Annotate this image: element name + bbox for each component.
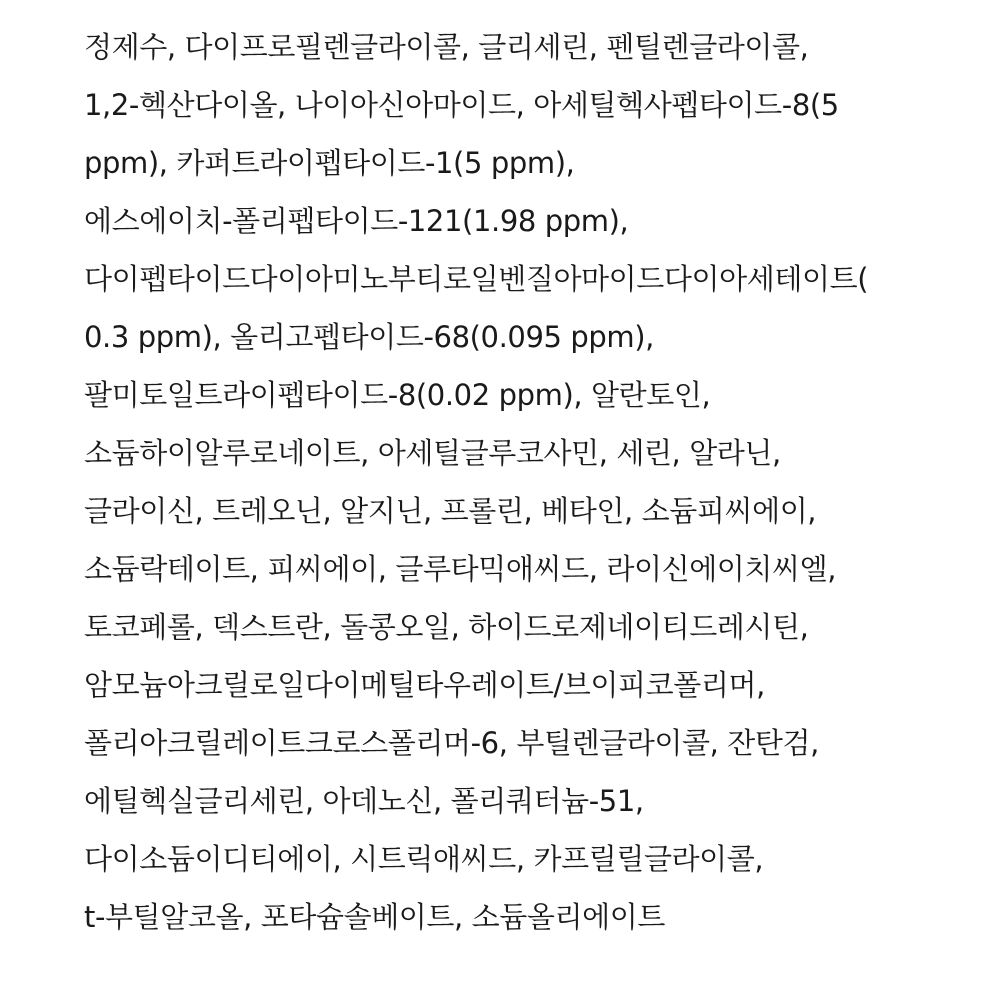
- ingredient-line: 다이펩타이드다이아미노부티로일벤질아마이드다이아세테이트(: [84, 262, 869, 296]
- ingredient-line: 다이소듐이디티에이, 시트릭애씨드, 카프릴릴글라이콜,: [84, 842, 764, 876]
- ingredient-line: ppm), 카퍼트라이펩타이드-1(5 ppm),: [84, 146, 575, 180]
- ingredient-line: 소듐락테이트, 피씨에이, 글루타믹애씨드, 라이신에이치씨엘,: [84, 552, 837, 586]
- ingredient-line: 에틸헥실글리세린, 아데노신, 폴리쿼터늄-51,: [84, 784, 644, 818]
- ingredient-list: [84, 18, 964, 946]
- ingredient-line: 0.3 ppm), 올리고펩타이드-68(0.095 ppm),: [84, 320, 654, 354]
- ingredient-line: 팔미토일트라이펩타이드-8(0.02 ppm), 알란토인,: [84, 378, 711, 412]
- ingredient-line: 정제수, 다이프로필렌글라이콜, 글리세린, 펜틸렌글라이콜,: [84, 30, 809, 64]
- ingredient-line: t-부틸알코올, 포타슘솔베이트, 소듐올리에이트: [84, 900, 665, 934]
- ingredient-line: 폴리아크릴레이트크로스폴리머-6, 부틸렌글라이콜, 잔탄검,: [84, 726, 819, 760]
- ingredient-line: 토코페롤, 덱스트란, 돌콩오일, 하이드로제네이티드레시틴,: [84, 610, 809, 644]
- ingredient-line: 글라이신, 트레오닌, 알지닌, 프롤린, 베타인, 소듐피씨에이,: [84, 494, 817, 528]
- ingredient-line: 1,2-헥산다이올, 나이아신아마이드, 아세틸헥사펩타이드-8(5: [84, 88, 839, 122]
- ingredient-line: 소듐하이알루로네이트, 아세틸글루코사민, 세린, 알라닌,: [84, 436, 781, 470]
- ingredient-line: 에스에이치-폴리펩타이드-121(1.98 ppm),: [84, 204, 629, 238]
- ingredient-line: 암모늄아크릴로일다이메틸타우레이트/브이피코폴리머,: [84, 668, 765, 702]
